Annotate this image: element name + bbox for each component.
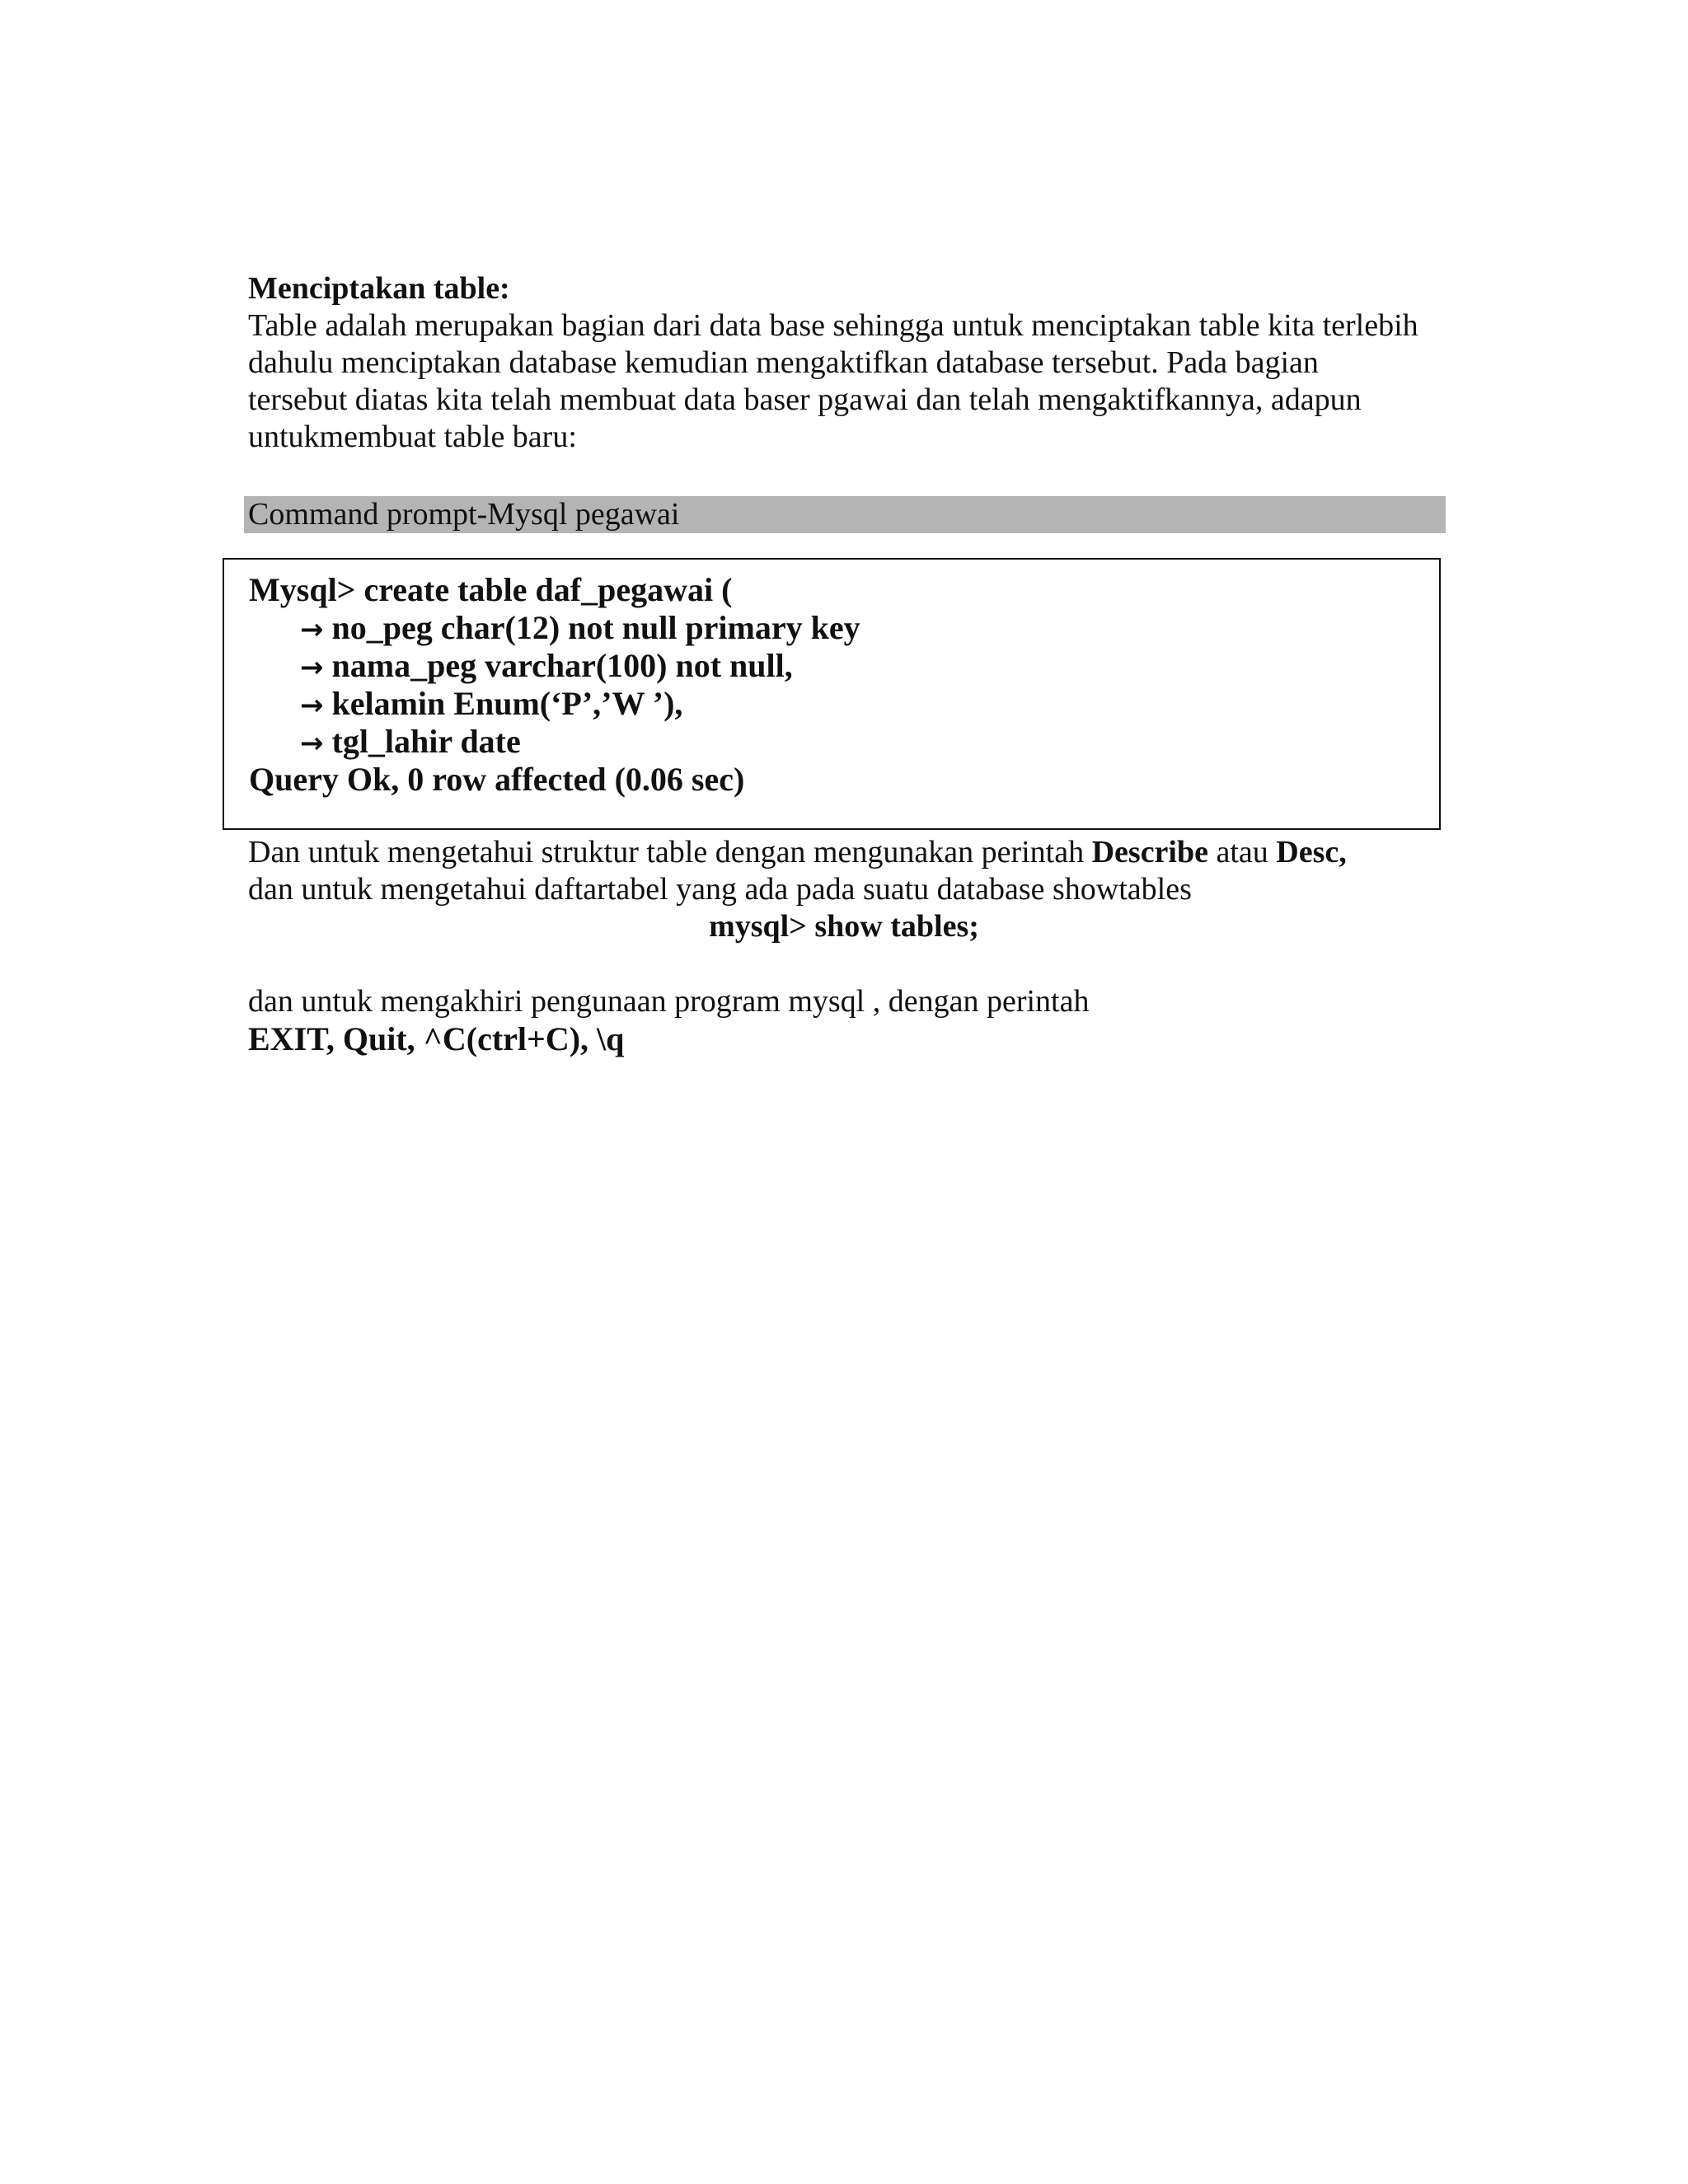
exit-commands: EXIT, Quit, ^C(ctrl+C), \q bbox=[248, 1020, 625, 1057]
intro-line: tersebut diatas kita telah membuat data baser pgawai dan telah mengaktifkannya, adapun bbox=[248, 382, 1362, 417]
right-arrow-icon: → bbox=[300, 689, 324, 722]
describe-paragraph-line2: dan untuk mengetahui daftartabel yang ada pada suatu database showtables bbox=[248, 872, 1192, 907]
intro-paragraph bbox=[248, 307, 1451, 456]
right-arrow-icon: → bbox=[300, 651, 324, 684]
desc-keyword: Desc, bbox=[1276, 835, 1347, 869]
code-line-column bbox=[300, 685, 682, 724]
column-definition: kelamin Enum(‘P’,’W ’), bbox=[331, 685, 683, 722]
right-arrow-icon: → bbox=[300, 727, 324, 760]
section-heading: Menciptakan table: bbox=[248, 271, 510, 306]
describe-paragraph-line1 bbox=[248, 834, 1347, 871]
code-line-create: Mysql> create table daf_pegawai ( bbox=[249, 571, 733, 608]
intro-line: untukmembuat table baru: bbox=[248, 419, 577, 454]
exit-paragraph-line1: dan untuk mengakhiri pengunaan program mysql , dengan perintah bbox=[248, 984, 1090, 1019]
show-tables-command: mysql> show tables; bbox=[709, 909, 979, 944]
intro-line: Table adalah merupakan bagian dari data base sehingga untuk menciptakan table kita terlebih bbox=[248, 308, 1418, 343]
column-definition: nama_peg varchar(100) not null, bbox=[331, 647, 793, 684]
column-definition: tgl_lahir date bbox=[331, 723, 521, 760]
describe-keyword: Describe bbox=[1091, 835, 1208, 869]
right-arrow-icon: → bbox=[300, 613, 324, 646]
describe-text: Dan untuk mengetahui struktur table dengan mengunakan perintah bbox=[248, 835, 1092, 869]
code-line-column bbox=[300, 723, 521, 762]
code-line-column bbox=[300, 609, 860, 649]
intro-line: dahulu menciptakan database kemudian mengaktifkan database tersebut. Pada bagian bbox=[248, 345, 1319, 380]
column-definition: no_peg char(12) not null primary key bbox=[331, 609, 860, 646]
command-prompt-bar bbox=[244, 496, 1446, 533]
code-line-column bbox=[300, 647, 793, 687]
describe-text: atau bbox=[1207, 835, 1277, 869]
command-prompt-label: Command prompt-Mysql pegawai bbox=[248, 497, 680, 532]
code-line-result: Query Ok, 0 row affected (0.06 sec) bbox=[249, 761, 745, 798]
sql-code-box bbox=[223, 558, 1441, 830]
